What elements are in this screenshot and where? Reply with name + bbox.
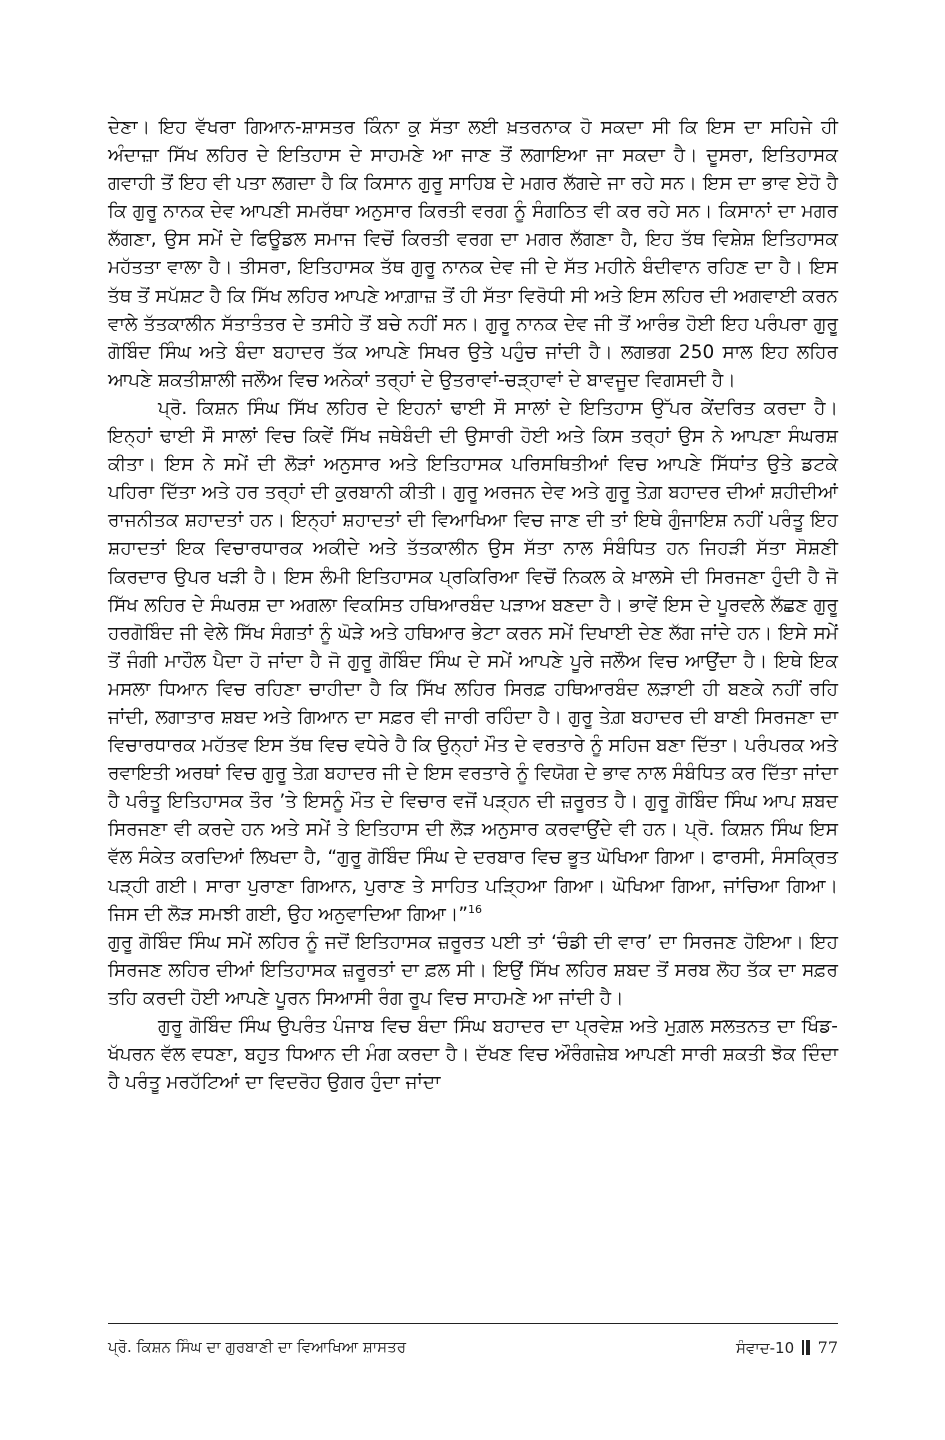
body-text [108, 114, 838, 1097]
footer-rule [108, 1323, 838, 1324]
footnote-reference: 16 [467, 902, 482, 916]
journal-name: ਸੰਵਾਦ-10 [736, 1338, 795, 1357]
paragraph-2 [108, 395, 838, 929]
footer-right-group [736, 1338, 838, 1357]
running-title: ਪ੍ਰੋ. ਕਿਸ਼ਨ ਸਿੰਘ ਦਾ ਗੁਰਬਾਣੀ ਦਾ ਵਿਆਖਿਆ ਸ਼ਾਸਤਰ [108, 1338, 407, 1356]
paragraph-4: ਗੁਰੂ ਗੋਬਿੰਦ ਸਿੰਘ ਉਪਰੰਤ ਪੰਜਾਬ ਵਿਚ ਬੰਦਾ ਸਿੰਘ ਬਹਾਦਰ ਦਾ ਪ੍ਰਵੇਸ਼ ਅਤੇ ਮੁਗ਼ਲ ਸਲਤਨਤ ਦਾ ਖਿੰਡ-ਖੱਪਰਨ ਵੱਲ ਵਧਣਾ, ਬਹੁਤ ਧਿਆਨ ਦੀ ਮੰਗ ਕਰਦਾ ਹੈ। ਦੱਖਣ ਵਿਚ ਔਰੰਗਜ਼ੇਬ ਆਪਣੀ ਸਾਰੀ ਸ਼ਕਤੀ ਝੋਕ ਦਿੰਦਾ ਹੈ ਪਰੰਤੂ ਮਰਹੱਟਿਆਂ ਦਾ ਵਿਦਰੋਹ ਉਗਰ ਹੁੰਦਾ ਜਾਂਦਾ [108, 1016, 838, 1094]
page-number: 77 [817, 1338, 838, 1357]
paragraph-3: ਗੁਰੂ ਗੋਬਿੰਦ ਸਿੰਘ ਸਮੇਂ ਲਹਿਰ ਨੂੰ ਜਦੋਂ ਇਤਿਹਾਸਕ ਜ਼ਰੂਰਤ ਪਈ ਤਾਂ ‘ਚੰਡੀ ਦੀ ਵਾਰ’ ਦਾ ਸਿਰਜਣ ਹੋਇਆ। ਇਹ ਸਿਰਜਣ ਲਹਿਰ ਦੀਆਂ ਇਤਿਹਾਸਕ ਜ਼ਰੂਰਤਾਂ ਦਾ ਫ਼ਲ ਸੀ। ਇਉਂ ਸਿੱਖ ਲਹਿਰ ਸ਼ਬਦ ਤੋਂ ਸਰਬ ਲੋਹ ਤੱਕ ਦਾ ਸਫ਼ਰ ਤਹਿ ਕਰਦੀ ਹੋਈ ਆਪਣੇ ਪੂਰਨ ਸਿਆਸੀ ਰੰਗ ਰੂਪ ਵਿਚ ਸਾਹਮਣੇ ਆ ਜਾਂਦੀ ਹੈ। [108, 931, 838, 1009]
separator-bars-icon [802, 1340, 810, 1356]
paragraph-1: ਦੇਣਾ। ਇਹ ਵੱਖਰਾ ਗਿਆਨ-ਸ਼ਾਸਤਰ ਕਿੰਨਾ ਕੁ ਸੱਤਾ ਲਈ ਖ਼ਤਰਨਾਕ ਹੋ ਸਕਦਾ ਸੀ ਕਿ ਇਸ ਦਾ ਸਹਿਜੇ ਹੀ ਅੰਦਾਜ਼ਾ ਸਿੱਖ ਲਹਿਰ ਦੇ ਇਤਿਹਾਸ ਦੇ ਸਾਹਮਣੇ ਆ ਜਾਣ ਤੋਂ ਲਗਾਇਆ ਜਾ ਸਕਦਾ ਹੈ। ਦੂਸਰਾ, ਇਤਿਹਾਸਕ ਗਵਾਹੀ ਤੋਂ ਇਹ ਵੀ ਪਤਾ ਲਗਦਾ ਹੈ ਕਿ ਕਿਸਾਨ ਗੁਰੂ ਸਾਹਿਬ ਦੇ ਮਗਰ ਲੱਗਦੇ ਜਾ ਰਹੇ ਸਨ। ਇਸ ਦਾ ਭਾਵ ਏਹੋ ਹੈ ਕਿ ਗੁਰੂ ਨਾਨਕ ਦੇਵ ਆਪਣੀ ਸਮਰੱਥਾ ਅਨੁਸਾਰ ਕਿਰਤੀ ਵਰਗ ਨੂੰ ਸੰਗਠਿਤ ਵੀ ਕਰ ਰਹੇ ਸਨ। ਕਿਸਾਨਾਂ ਦਾ ਮਗਰ ਲੱਗਣਾ, ਉਸ ਸਮੇਂ ਦੇ ਫਿਊਡਲ ਸਮਾਜ ਵਿਚੋਂ ਕਿਰਤੀ ਵਰਗ ਦਾ ਮਗਰ ਲੱਗਣਾ ਹੈ, ਇਹ ਤੱਥ ਵਿਸ਼ੇਸ਼ ਇਤਿਹਾਸਕ ਮਹੱਤਤਾ ਵਾਲਾ ਹੈ। ਤੀਸਰਾ, ਇਤਿਹਾਸਕ ਤੱਥ ਗੁਰੂ ਨਾਨਕ ਦੇਵ ਜੀ ਦੇ ਸੱਤ ਮਹੀਨੇ ਬੰਦੀਵਾਨ ਰਹਿਣ ਦਾ ਹੈ। ਇਸ ਤੱਥ ਤੋਂ ਸਪੱਸ਼ਟ ਹੈ ਕਿ ਸਿੱਖ ਲਹਿਰ ਆਪਣੇ ਆਗ਼ਾਜ਼ ਤੋਂ ਹੀ ਸੱਤਾ ਵਿਰੋਧੀ ਸੀ ਅਤੇ ਇਸ ਲਹਿਰ ਦੀ ਅਗਵਾਈ ਕਰਨ ਵਾਲੇ ਤੱਤਕਾਲੀਨ ਸੱਤਾਤੰਤਰ ਦੇ ਤਸੀਹੇ ਤੋਂ ਬਚੇ ਨਹੀਂ ਸਨ। ਗੁਰੂ ਨਾਨਕ ਦੇਵ ਜੀ ਤੋਂ ਆਰੰਭ ਹੋਈ ਇਹ ਪਰੰਪਰਾ ਗੁਰੂ ਗੋਬਿੰਦ ਸਿੰਘ ਅਤੇ ਬੰਦਾ ਬਹਾਦਰ ਤੱਕ ਆਪਣੇ ਸਿਖਰ ਉਤੇ ਪਹੁੰਚ ਜਾਂਦੀ ਹੈ। ਲਗਭਗ 250 ਸਾਲ ਇਹ ਲਹਿਰ ਆਪਣੇ ਸ਼ਕਤੀਸ਼ਾਲੀ ਜਲੌਅ ਵਿਚ ਅਨੇਕਾਂ ਤਰ੍ਹਾਂ ਦੇ ਉਤਰਾਵਾਂ-ਚੜ੍ਹਾਵਾਂ ਦੇ ਬਾਵਜੂਦ ਵਿਗਸਦੀ ਹੈ। [108, 117, 838, 391]
page-footer [108, 1338, 838, 1364]
paragraph-2-text: ਪ੍ਰੋ. ਕਿਸ਼ਨ ਸਿੰਘ ਸਿੱਖ ਲਹਿਰ ਦੇ ਇਹਨਾਂ ਢਾਈ ਸੌ ਸਾਲਾਂ ਦੇ ਇਤਿਹਾਸ ਉੱਪਰ ਕੇਂਦਰਿਤ ਕਰਦਾ ਹੈ। ਇਨ੍ਹਾਂ ਢਾਈ ਸੌ ਸਾਲਾਂ ਵਿਚ ਕਿਵੇਂ ਸਿੱਖ ਜਥੇਬੰਦੀ ਦੀ ਉਸਾਰੀ ਹੋਈ ਅਤੇ ਕਿਸ ਤਰ੍ਹਾਂ ਉਸ ਨੇ ਆਪਣਾ ਸੰਘਰਸ਼ ਕੀਤਾ। ਇਸ ਨੇ ਸਮੇਂ ਦੀ ਲੋੜਾਂ ਅਨੁਸਾਰ ਅਤੇ ਇਤਿਹਾਸਕ ਪਰਿਸਥਿਤੀਆਂ ਵਿਚ ਆਪਣੇ ਸਿੱਧਾਂਤ ਉਤੇ ਡਟਕੇ ਪਹਿਰਾ ਦਿੱਤਾ ਅਤੇ ਹਰ ਤਰ੍ਹਾਂ ਦੀ ਕੁਰਬਾਨੀ ਕੀਤੀ। ਗੁਰੂ ਅਰਜਨ ਦੇਵ ਅਤੇ ਗੁਰੂ ਤੇਗ਼ ਬਹਾਦਰ ਦੀਆਂ ਸ਼ਹੀਦੀਆਂ ਰਾਜਨੀਤਕ ਸ਼ਹਾਦਤਾਂ ਹਨ। ਇਨ੍ਹਾਂ ਸ਼ਹਾਦਤਾਂ ਦੀ ਵਿਆਖਿਆ ਵਿਚ ਜਾਣ ਦੀ ਤਾਂ ਇਥੇ ਗੁੰਜਾਇਸ਼ ਨਹੀਂ ਪਰੰਤੂ ਇਹ ਸ਼ਹਾਦਤਾਂ ਇਕ ਵਿਚਾਰਧਾਰਕ ਅਕੀਦੇ ਅਤੇ ਤੱਤਕਾਲੀਨ ਉਸ ਸੱਤਾ ਨਾਲ ਸੰਬੰਧਿਤ ਹਨ ਜਿਹੜੀ ਸੱਤਾ ਸੋਸ਼ਣੀ ਕਿਰਦਾਰ ਉਪਰ ਖੜੀ ਹੈ। ਇਸ ਲੰਮੀ ਇਤਿਹਾਸਕ ਪ੍ਰਕਿਰਿਆ ਵਿਚੋਂ ਨਿਕਲ ਕੇ ਖ਼ਾਲਸੇ ਦੀ ਸਿਰਜਣਾ ਹੁੰਦੀ ਹੈ ਜੋ ਸਿੱਖ ਲਹਿਰ ਦੇ ਸੰਘਰਸ਼ ਦਾ ਅਗਲਾ ਵਿਕਸਿਤ ਹਥਿਆਰਬੰਦ ਪੜਾਅ ਬਣਦਾ ਹੈ। ਭਾਵੇਂ ਇਸ ਦੇ ਪੂਰਵਲੇ ਲੱਛਣ ਗੁਰੂ ਹਰਗੋਬਿੰਦ ਜੀ ਵੇਲੇ ਸਿੱਖ ਸੰਗਤਾਂ ਨੂੰ ਘੋੜੇ ਅਤੇ ਹਥਿਆਰ ਭੇਟਾ ਕਰਨ ਸਮੇਂ ਦਿਖਾਈ ਦੇਣ ਲੱਗ ਜਾਂਦੇ ਹਨ। ਇਸੇ ਸਮੇਂ ਤੋਂ ਜੰਗੀ ਮਾਹੌਲ ਪੈਦਾ ਹੋ ਜਾਂਦਾ ਹੈ ਜੋ ਗੁਰੂ ਗੋਬਿੰਦ ਸਿੰਘ ਦੇ ਸਮੇਂ ਆਪਣੇ ਪੂਰੇ ਜਲੌਅ ਵਿਚ ਆਉਂਦਾ ਹੈ। ਇਥੇ ਇਕ ਮਸਲਾ ਧਿਆਨ ਵਿਚ ਰਹਿਣਾ ਚਾਹੀਦਾ ਹੈ ਕਿ ਸਿੱਖ ਲਹਿਰ ਸਿਰਫ਼ ਹਥਿਆਰਬੰਦ ਲੜਾਈ ਹੀ ਬਣਕੇ ਨਹੀਂ ਰਹਿ ਜਾਂਦੀ, ਲਗਾਤਾਰ ਸ਼ਬਦ ਅਤੇ ਗਿਆਨ ਦਾ ਸਫ਼ਰ ਵੀ ਜਾਰੀ ਰਹਿੰਦਾ ਹੈ। ਗੁਰੂ ਤੇਗ਼ ਬਹਾਦਰ ਦੀ ਬਾਣੀ ਸਿਰਜਣਾ ਦਾ ਵਿਚਾਰਧਾਰਕ ਮਹੱਤਵ ਇਸ ਤੱਥ ਵਿਚ ਵਧੇਰੇ ਹੈ ਕਿ ਉਨ੍ਹਾਂ ਮੌਤ ਦੇ ਵਰਤਾਰੇ ਨੂੰ ਸਹਿਜ ਬਣਾ ਦਿੱਤਾ। ਪਰੰਪਰਕ ਅਤੇ ਰਵਾਇਤੀ ਅਰਥਾਂ ਵਿਚ ਗੁਰੂ ਤੇਗ਼ ਬਹਾਦਰ ਜੀ ਦੇ ਇਸ ਵਰਤਾਰੇ ਨੂੰ ਵਿਯੋਗ ਦੇ ਭਾਵ ਨਾਲ ਸੰਬੰਧਿਤ ਕਰ ਦਿੱਤਾ ਜਾਂਦਾ ਹੈ ਪਰੰਤੂ ਇਤਿਹਾਸਕ ਤੌਰ ’ਤੇ ਇਸਨੂੰ ਮੌਤ ਦੇ ਵਿਚਾਰ ਵਜੋਂ ਪੜ੍ਹਨ ਦੀ ਜ਼ਰੂਰਤ ਹੈ। ਗੁਰੂ ਗੋਬਿੰਦ ਸਿੰਘ ਆਪ ਸ਼ਬਦ ਸਿਰਜਣਾ ਵੀ ਕਰਦੇ ਹਨ ਅਤੇ ਸਮੇਂ ਤੇ ਇਤਿਹਾਸ ਦੀ ਲੋੜ ਅਨੁਸਾਰ ਕਰਵਾਉਂਦੇ ਵੀ ਹਨ। ਪ੍ਰੋ. ਕਿਸ਼ਨ ਸਿੰਘ ਇਸ ਵੱਲ ਸੰਕੇਤ ਕਰਦਿਆਂ ਲਿਖਦਾ ਹੈ, “ਗੁਰੂ ਗੋਬਿੰਦ ਸਿੰਘ ਦੇ ਦਰਬਾਰ ਵਿਚ ਭੂਤ ਘੋਖਿਆ ਗਿਆ। ਫਾਰਸੀ, ਸੰਸਕ੍ਰਿਤ ਪੜ੍ਹੀ ਗਈ। ਸਾਰਾ ਪੁਰਾਣਾ ਗਿਆਨ, ਪੁਰਾਣ ਤੇ ਸਾਹਿਤ ਪੜ੍ਹਿਆ ਗਿਆ। ਘੋਖਿਆ ਗਿਆ, ਜਾਂਚਿਆ ਗਿਆ। ਜਿਸ ਦੀ ਲੋੜ ਸਮਝੀ ਗਈ, ਉਹ ਅਨੁਵਾਦਿਆ ਗਿਆ।” [108, 397, 838, 925]
